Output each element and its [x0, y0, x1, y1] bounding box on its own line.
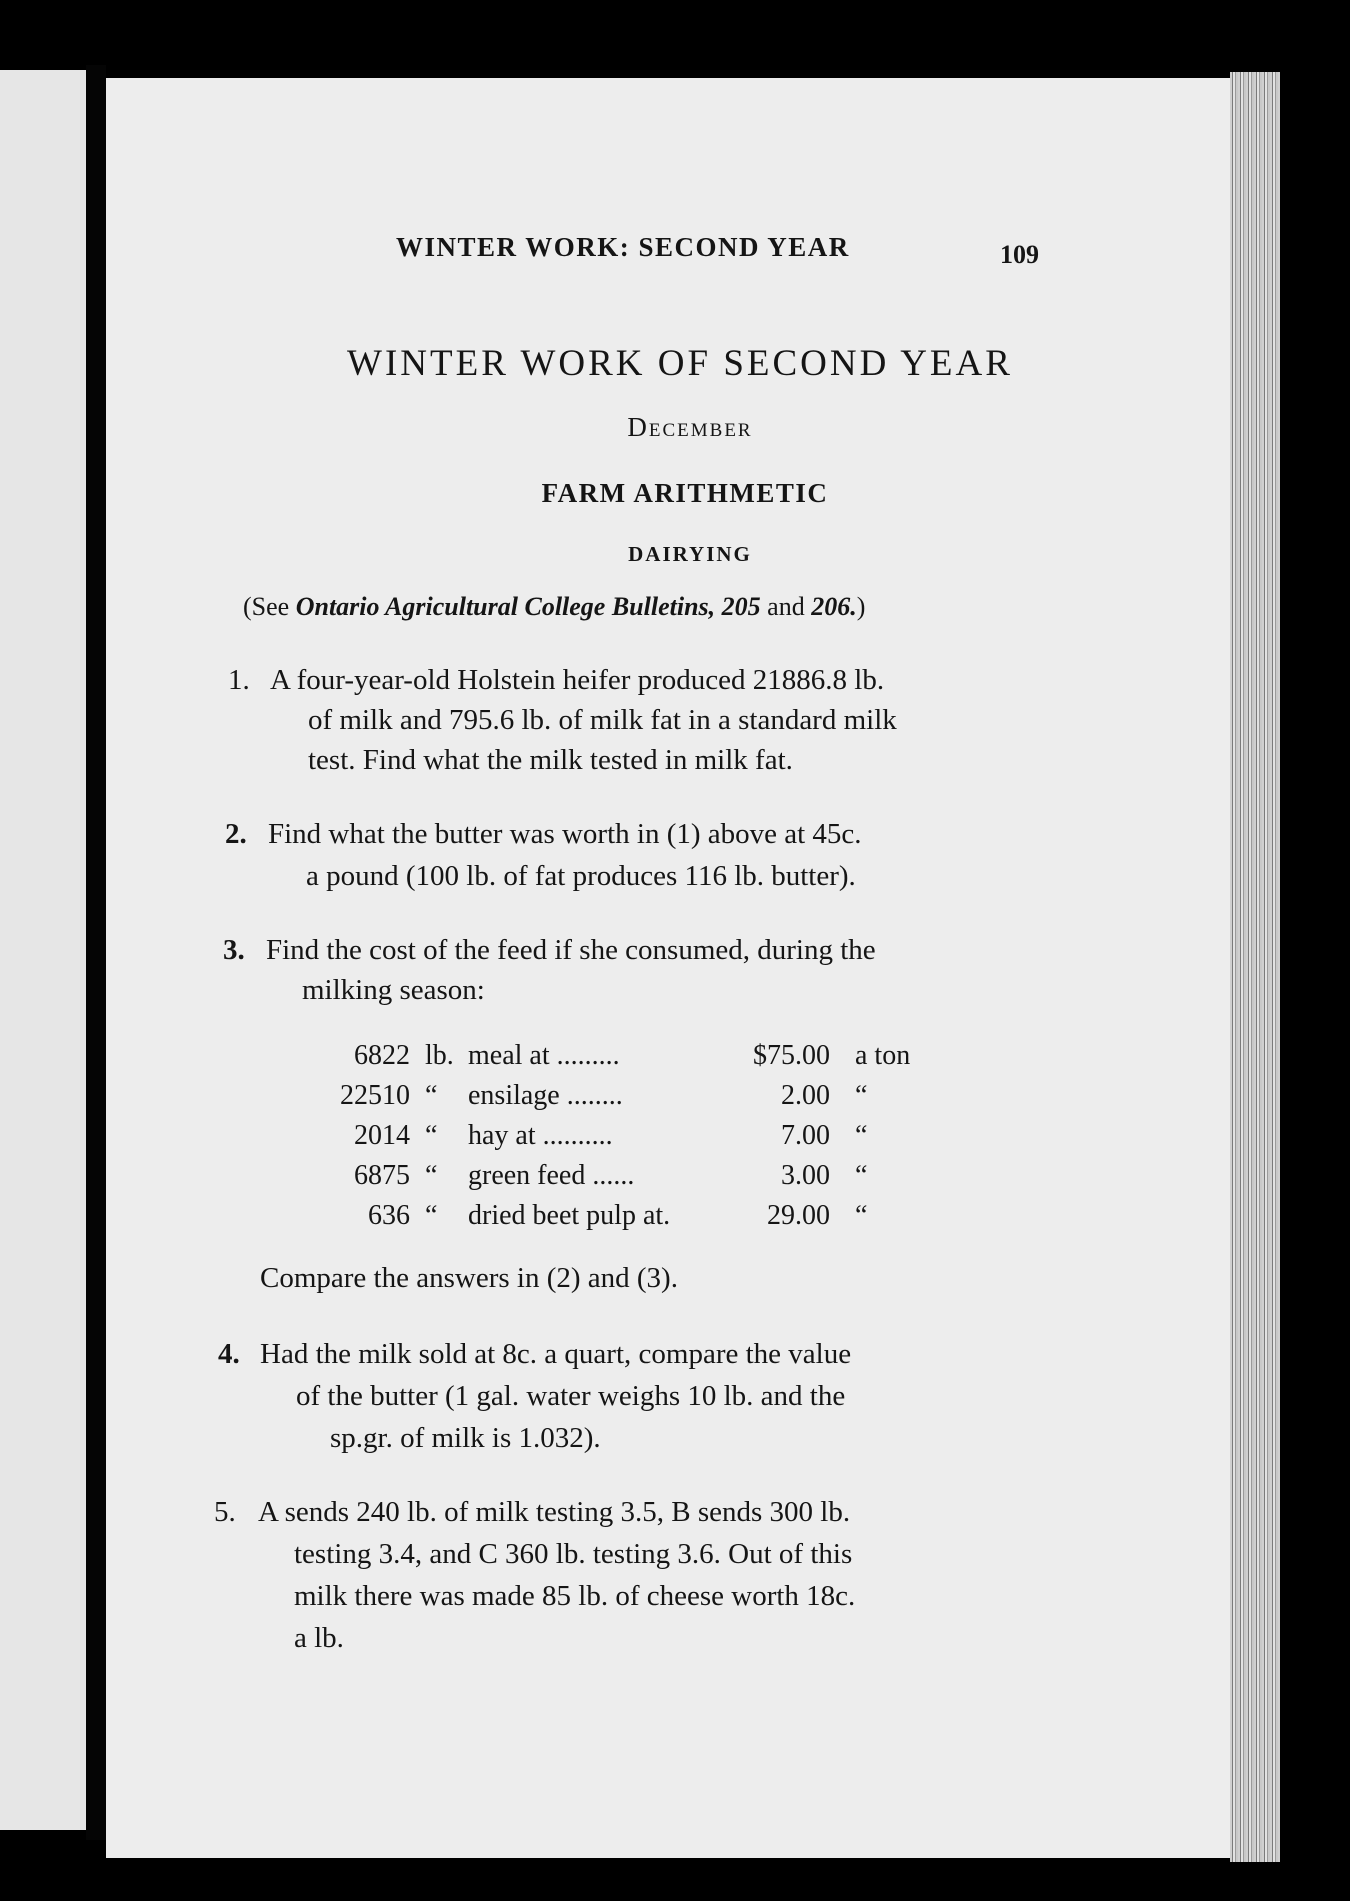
reference-open: (See — [243, 592, 290, 621]
feed-price: 29.00 — [767, 1200, 830, 1231]
problem-3-number: 3. — [223, 934, 245, 966]
feed-unit: lb. — [425, 1040, 454, 1071]
reference-num2: 206. — [811, 592, 857, 621]
page-number: 109 — [1000, 240, 1039, 269]
problem-1-line: test. Find what the milk tested in milk fat. — [308, 744, 793, 776]
feed-item: meal at ......... — [468, 1040, 620, 1071]
month-heading: December — [627, 412, 753, 442]
problem-5-line: testing 3.4, and C 360 lb. testing 3.6. Out of this — [294, 1538, 853, 1570]
problem-5-line: milk there was made 85 lb. of cheese worth 18c. — [294, 1580, 856, 1612]
reference-close: ) — [856, 592, 866, 621]
feed-price: 7.00 — [781, 1120, 830, 1151]
problem-2-line: Find what the butter was worth in (1) above at 45c. — [268, 818, 862, 850]
reference-title: Ontario Agricultural College Bulletins, — [295, 592, 716, 621]
problem-4-line: sp.gr. of milk is 1.032). — [330, 1422, 601, 1454]
problem-1-line: of milk and 795.6 lb. of milk fat in a standard milk — [308, 704, 897, 736]
problem-2-number: 2. — [225, 818, 247, 850]
feed-quantity: 2014 — [354, 1120, 410, 1151]
problem-5-line: A sends 240 lb. of milk testing 3.5, B sends 300 lb. — [258, 1496, 851, 1528]
feed-price: $75.00 — [753, 1040, 830, 1071]
binding-shadow — [86, 65, 106, 1840]
reference-num1: 205 — [721, 592, 761, 621]
problem-3-line: Find the cost of the feed if she consumed, during the — [266, 934, 876, 966]
feed-item: ensilage ........ — [468, 1080, 623, 1111]
scan-border — [1280, 0, 1350, 1901]
problem-1-number: 1. — [228, 664, 250, 696]
feed-per: “ — [855, 1080, 868, 1111]
page-stack-edges — [1230, 72, 1280, 1862]
problem-5-line: a lb. — [294, 1622, 344, 1654]
feed-item: dried beet pulp at. — [468, 1200, 671, 1231]
topic-heading: DAIRYING — [628, 542, 752, 566]
problem-3-line: milking season: — [302, 974, 485, 1006]
feed-unit: “ — [425, 1080, 438, 1111]
feed-unit: “ — [425, 1120, 438, 1151]
feed-item: green feed ...... — [468, 1160, 635, 1191]
feed-price: 2.00 — [781, 1080, 830, 1111]
facing-page-edge — [0, 70, 86, 1830]
feed-unit: “ — [425, 1160, 438, 1191]
feed-per: “ — [855, 1200, 868, 1231]
feed-quantity: 22510 — [340, 1080, 410, 1111]
compare-note: Compare the answers in (2) and (3). — [260, 1262, 678, 1294]
problem-5-number: 5. — [214, 1496, 236, 1528]
feed-item: hay at .......... — [468, 1120, 613, 1151]
feed-per: a ton — [855, 1040, 911, 1071]
feed-quantity: 6875 — [354, 1160, 410, 1191]
problem-4-line: Had the milk sold at 8c. a quart, compare the value — [260, 1338, 852, 1370]
bulletin-reference — [243, 592, 865, 622]
feed-price: 3.00 — [781, 1160, 830, 1191]
feed-per: “ — [855, 1120, 868, 1151]
feed-quantity: 6822 — [354, 1040, 410, 1071]
feed-per: “ — [855, 1160, 868, 1191]
problem-4-number: 4. — [218, 1338, 240, 1370]
feed-unit: “ — [425, 1200, 438, 1231]
problem-1-line: A four-year-old Holstein heifer produced 21886.8 lb. — [270, 664, 885, 696]
section-title: WINTER WORK OF SECOND YEAR — [347, 343, 1013, 384]
running-head: WINTER WORK: SECOND YEAR — [396, 232, 850, 262]
problem-4-line: of the butter (1 gal. water weighs 10 lb. and the — [296, 1380, 846, 1412]
reference-and: and — [767, 592, 805, 621]
subject-heading: FARM ARITHMETIC — [541, 478, 829, 508]
feed-quantity: 636 — [368, 1200, 410, 1231]
problem-2-line: a pound (100 lb. of fat produces 116 lb. butter). — [306, 860, 856, 892]
